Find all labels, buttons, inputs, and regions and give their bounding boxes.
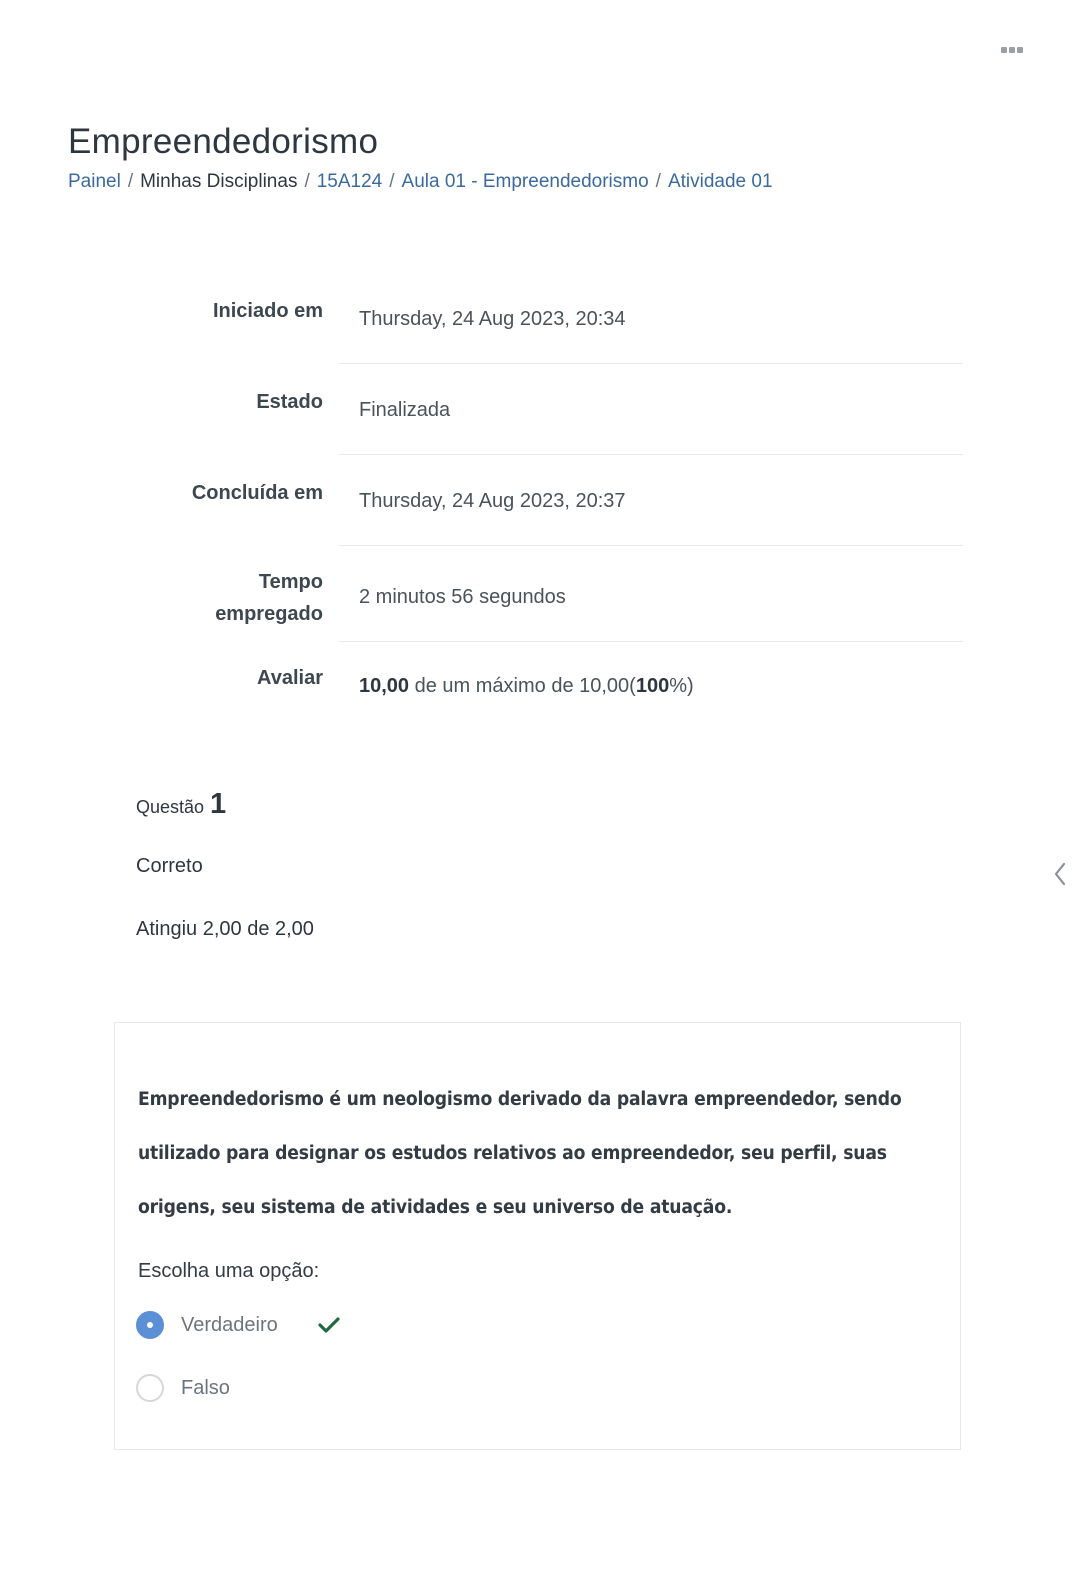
question-content-box	[114, 1022, 961, 1450]
breadcrumb-separator: /	[655, 171, 661, 192]
state-label: Estado	[256, 390, 323, 413]
question-label: Questão	[136, 797, 205, 817]
grade-suffix: %)	[669, 675, 694, 697]
chevron-left-icon[interactable]	[1049, 860, 1073, 888]
time-label-line1: Tempo	[258, 570, 323, 593]
summary-row-grade	[130, 642, 963, 699]
grade-text: de um máximo de 10,00(	[409, 675, 636, 697]
answer-prompt: Escolha uma opção:	[138, 1260, 320, 1282]
option-label-verdadeiro: Verdadeiro	[181, 1313, 278, 1336]
question-grade: Atingiu 2,00 de 2,00	[136, 918, 314, 940]
attempt-summary-table	[130, 273, 963, 698]
ellipsis-icon[interactable]	[996, 38, 1028, 62]
breadcrumb-separator: /	[304, 171, 310, 192]
started-value: Thursday, 24 Aug 2023, 20:34	[339, 273, 963, 364]
breadcrumb-separator: /	[127, 171, 134, 192]
grade-score: 10,00	[359, 675, 410, 697]
grade-percent: 100	[635, 675, 670, 697]
question-heading	[136, 788, 226, 821]
breadcrumb-painel[interactable]: Painel	[68, 171, 121, 192]
time-label-line2: empregado	[215, 602, 323, 625]
time-value: 2 minutos 56 segundos	[339, 546, 963, 642]
summary-row-state	[130, 364, 963, 455]
question-number: 1	[210, 788, 227, 820]
summary-row-completed	[130, 455, 963, 546]
breadcrumb	[68, 171, 773, 193]
option-verdadeiro[interactable]	[136, 1311, 340, 1339]
breadcrumb-separator: /	[389, 171, 395, 192]
time-label	[130, 546, 339, 642]
summary-row-started	[130, 273, 963, 364]
grade-value	[339, 642, 963, 699]
radio-verdadeiro[interactable]	[136, 1311, 164, 1339]
option-falso[interactable]	[136, 1374, 230, 1402]
breadcrumb-atividade[interactable]: Atividade 01	[667, 171, 773, 192]
completed-value: Thursday, 24 Aug 2023, 20:37	[339, 455, 963, 546]
completed-label: Concluída em	[191, 481, 323, 504]
check-icon	[318, 1316, 340, 1334]
page-title: Empreendedorismo	[68, 122, 379, 161]
question-text: Empreendedorismo é um neologismo derivado da palavra empreendedor, sendo utilizado para designar os estudos relativos ao empreendedor, seu perfil, suas origens, seu sistema de atividades e seu universo de atuação.	[138, 1089, 902, 1218]
radio-falso[interactable]	[136, 1374, 164, 1402]
breadcrumb-minhas-disciplinas: Minhas Disciplinas	[140, 171, 298, 192]
started-label: Iniciado em	[212, 300, 323, 322]
breadcrumb-course[interactable]: 15A124	[316, 171, 383, 192]
question-state: Correto	[136, 855, 203, 877]
option-label-falso: Falso	[181, 1376, 230, 1399]
grade-label: Avaliar	[257, 666, 323, 689]
state-value: Finalizada	[339, 364, 963, 455]
breadcrumb-aula[interactable]: Aula 01 - Empreendedorismo	[401, 171, 649, 192]
summary-row-time	[130, 546, 963, 642]
